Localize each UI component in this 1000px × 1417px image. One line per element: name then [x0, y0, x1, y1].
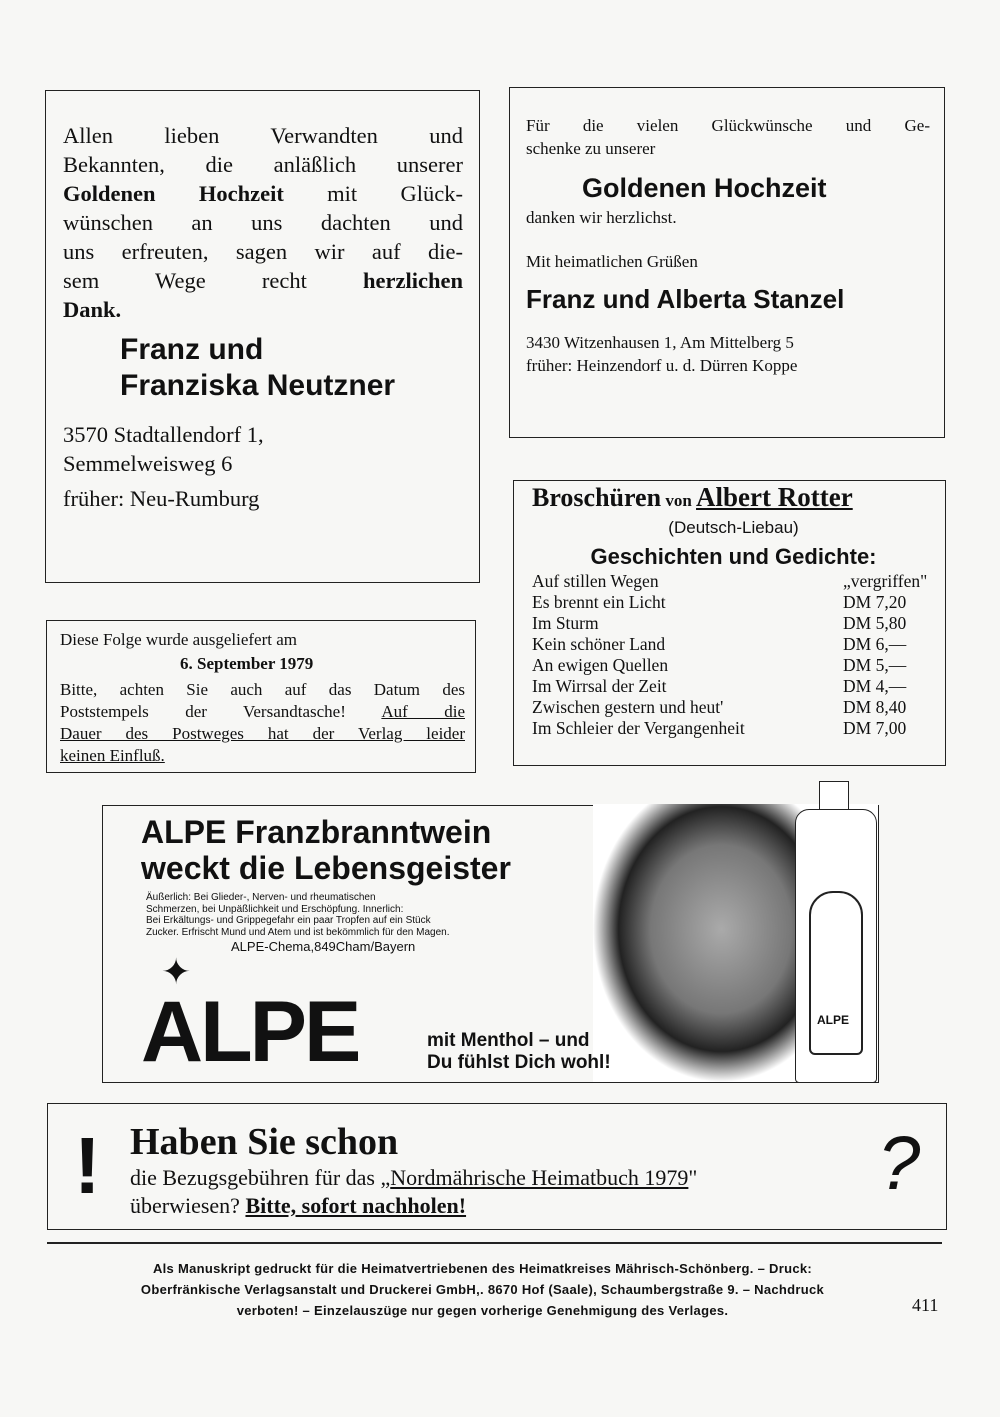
names: Franz und Alberta Stanzel — [526, 284, 845, 314]
text-line: wünschen an uns dachten und — [63, 210, 463, 235]
address-line: Semmelweisweg 6 — [63, 451, 233, 476]
heading: Geschichten und Gedichte: — [590, 544, 877, 569]
brochure-list — [532, 571, 935, 739]
brochure-item — [532, 592, 935, 613]
text-line: Dauer des Postweges hat der Verlag leider — [60, 724, 465, 743]
name-line: Franziska Neutzner — [120, 369, 396, 402]
thanks-notice-neutzner — [45, 90, 480, 583]
address-line: 3570 Stadtallendorf 1, — [63, 422, 264, 447]
payment-reminder — [47, 1103, 947, 1230]
text-line: Allen lieben Verwandten und — [63, 123, 463, 148]
delivery-notice — [46, 620, 476, 773]
brochure-item — [532, 655, 935, 676]
text-line: Bekannten, die anläßlich unserer — [63, 152, 463, 177]
headline-line: ALPE Franzbranntwein — [141, 814, 492, 850]
small-line: Zucker. Erfrischt Mund und Atem und ist bekömmlich für den Magen. — [146, 926, 450, 938]
diamond-icon: ✦ — [161, 951, 192, 992]
ad-small-print — [146, 892, 449, 955]
book-title: Nordmährische Heimatbuch 1979 — [390, 1165, 689, 1190]
text-line: Dank. — [63, 297, 122, 322]
bottle-image — [795, 781, 879, 1083]
small-line: Äußerlich: Bei Glieder-, Nerven- und rheumatischen — [146, 892, 376, 903]
text-line: Mit heimatlichen Grüßen — [526, 252, 698, 271]
footer-line: Oberfränkische Verlagsanstalt und Druckerei GmbH,. 8670 Hof (Saale), Schaumbergstraße 9. – Nachdruck — [140, 1282, 825, 1297]
brochures-ad — [513, 480, 946, 766]
call-to-action: Bitte, sofort nachholen! — [245, 1193, 467, 1218]
brochure-item — [532, 676, 935, 697]
ad-headline — [141, 814, 511, 886]
brochure-price: DM 7,00 — [843, 718, 907, 738]
von: von — [661, 491, 697, 510]
footer-line: Als Manuskript gedruckt für die Heimatvertriebenen des Heimatkreises Mährisch-Schönberg. – Druck: — [152, 1261, 813, 1276]
text-line: keinen Einfluß. — [60, 746, 165, 765]
text-line: Diese Folge wurde ausgeliefert am — [60, 630, 297, 649]
reminder-title: Haben Sie schon — [130, 1121, 399, 1163]
exclamation-icon: ! — [74, 1121, 101, 1210]
formerly: früher: Neu-Rumburg — [63, 486, 260, 511]
small-line: Schmerzen, bei Unpäßlichkeit und Erschöpfung. Innerlich: — [146, 903, 404, 915]
author: Albert Rotter — [696, 482, 853, 512]
address — [63, 420, 463, 513]
small-line: Bei Erkältungs- und Grippegefahr ein paar Tropfen auf ein Stück — [146, 915, 431, 926]
footer-imprint — [60, 1258, 905, 1321]
brochure-price: DM 5,— — [843, 655, 907, 675]
brochure-price: DM 5,80 — [843, 613, 907, 633]
text-line: Für die vielen Glückwünsche und Ge- — [526, 116, 930, 135]
text: " — [688, 1165, 698, 1190]
brochure-title: An ewigen Quellen — [532, 655, 669, 675]
company: ALPE-Chema,849Cham/Bayern — [231, 939, 416, 954]
text-line — [130, 1192, 697, 1220]
text: Poststempels der Versandtasche! — [60, 702, 382, 721]
brochure-title: Im Schleier der Vergangenheit — [532, 718, 745, 738]
slogan-line: Du fühlst Dich wohl! — [427, 1052, 611, 1073]
brochure-item — [532, 697, 935, 718]
brochure-price: DM 8,40 — [843, 697, 907, 717]
brochure-price: DM 4,— — [843, 676, 907, 696]
alpe-advertisement — [102, 805, 879, 1083]
page-number: 411 — [912, 1295, 939, 1315]
text: mit Glück- — [283, 181, 463, 206]
text-line: danken wir herzlichst. — [526, 208, 677, 227]
brochure-item — [532, 571, 935, 592]
question-icon: ? — [878, 1121, 921, 1206]
text: sem Wege recht — [63, 268, 364, 293]
brochure-item — [532, 634, 935, 655]
brochure-price: DM 7,20 — [843, 592, 907, 612]
brochure-title: Zwischen gestern und heut' — [532, 697, 724, 717]
brochure-price: DM 6,— — [843, 634, 907, 654]
brochure-price: „vergriffen" — [843, 571, 928, 591]
brochure-title: Es brennt ein Licht — [532, 592, 666, 612]
ad-slogan — [427, 1030, 611, 1074]
address: 3430 Witzenhausen 1, Am Mittelberg 5 — [526, 333, 794, 352]
name-line: Franz und — [120, 333, 264, 366]
golden-wedding: Goldenen Hochzeit — [63, 181, 284, 206]
text-bold: herzlichen — [363, 268, 463, 293]
names — [120, 332, 463, 404]
brochure-title: Im Wirrsal der Zeit — [532, 676, 667, 696]
reminder-text — [130, 1164, 697, 1220]
text-line — [63, 266, 463, 295]
title: Broschüren — [532, 483, 662, 512]
text-line: schenke zu unserer — [526, 139, 656, 158]
slogan-line: mit Menthol – und — [427, 1030, 590, 1051]
text: die Bezugsgebühren für das „ — [130, 1165, 391, 1190]
headline-line: weckt die Lebensgeister — [141, 850, 511, 886]
brochure-item — [532, 613, 935, 634]
text-line — [60, 701, 465, 723]
footer-rule — [47, 1242, 942, 1244]
text-line — [130, 1164, 697, 1192]
formerly: früher: Heinzendorf u. d. Dürren Koppe — [526, 356, 798, 375]
delivery-date: 6. September 1979 — [180, 654, 314, 673]
footer-line: verboten! – Einzelauszüge nur gegen vorherige Genehmigung des Verlages. — [236, 1303, 729, 1318]
alpe-logo: ALPE — [141, 984, 359, 1080]
brochure-title: Kein schöner Land — [532, 634, 666, 654]
text-line — [63, 179, 463, 208]
text-line: Bitte, achten Sie auch auf das Datum des — [60, 680, 465, 699]
brochure-title: Auf stillen Wegen — [532, 571, 659, 591]
brochure-title: Im Sturm — [532, 613, 599, 633]
text-underlined: Auf die — [381, 702, 465, 721]
text: überwiesen? — [130, 1193, 246, 1218]
subtitle: (Deutsch-Liebau) — [668, 518, 799, 537]
brochure-item — [532, 718, 935, 739]
title: Goldenen Hochzeit — [582, 173, 827, 203]
thanks-notice-stanzel — [509, 87, 945, 438]
brochures-title — [532, 482, 935, 512]
bottle-label: ALPE — [817, 1013, 850, 1027]
text-line: uns erfreuten, sagen wir auf die- — [63, 239, 463, 264]
